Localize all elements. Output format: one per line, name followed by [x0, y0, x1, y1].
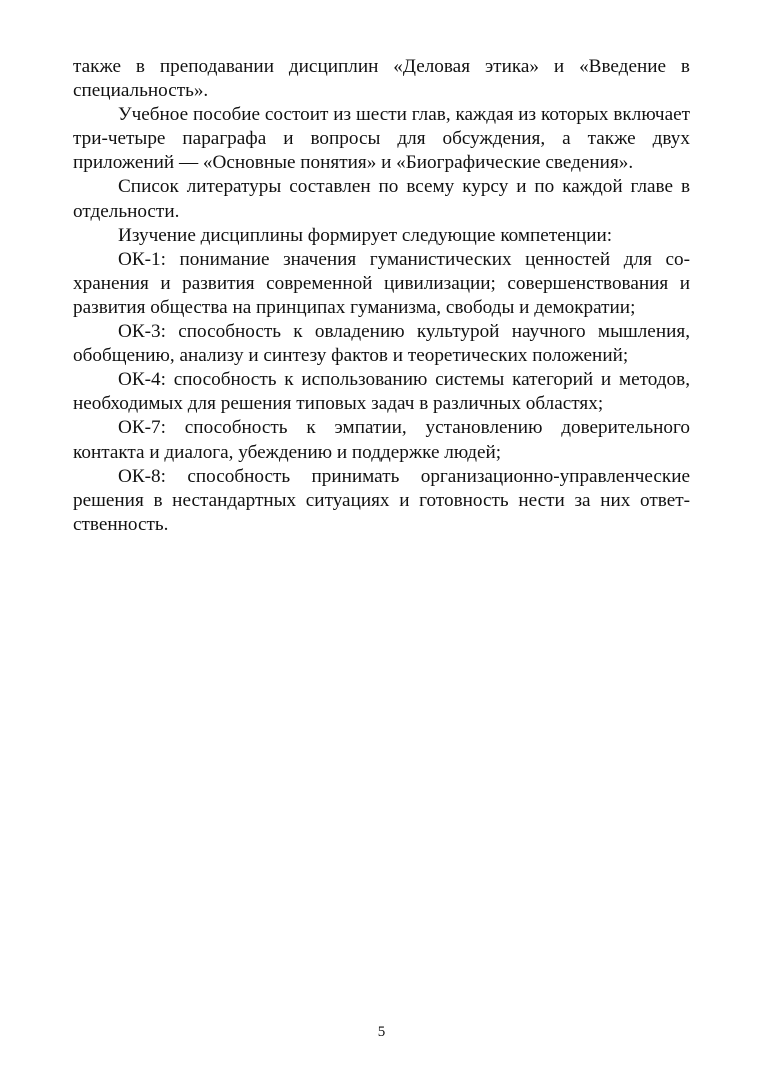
competency-ok-3: ОК-3: способность к овладению культурой научного мышления, обобщению, анализу и синтезу фактов и теоретических положений;	[73, 321, 690, 367]
body-text	[73, 55, 690, 537]
page-number: 5	[377, 1024, 386, 1040]
competency-ok-8: ОК-8: способность принимать организационно-управленческие решения в нестандартных ситуациях и готовность нести за них ответственность.	[73, 465, 690, 535]
paragraph-competencies-intro: Изучение дисциплины формирует следующие компетенции:	[118, 224, 613, 246]
paragraph-structure: Учебное пособие состоит из шести глав, каждая из которых включает три-четыре параграфа и вопросы для обсуждения, а также двух приложений — «Основные понятия» и «Биографические сведения».	[73, 104, 690, 174]
competency-ok-1: ОК-1: понимание значения гуманистических ценностей для сохранения и развития современной цивилизации; совершенствования и развития общества на принципах гуманизма, свободы и демократии;	[73, 248, 690, 318]
competency-ok-7: ОК-7: способность к эмпатии, установлению доверительного контакта и диалога, убеждению и поддержке людей;	[73, 417, 690, 463]
paragraph-bibliography: Список литературы составлен по всему курсу и по каждой главе в отдельности.	[73, 176, 690, 222]
paragraph-continuation: также в преподавании дисциплин «Деловая этика» и «Введение в специальность».	[73, 56, 690, 102]
competency-ok-4: ОК-4: способность к использованию системы категорий и методов, необходимых для решения типовых задач в различных областях;	[73, 369, 690, 415]
